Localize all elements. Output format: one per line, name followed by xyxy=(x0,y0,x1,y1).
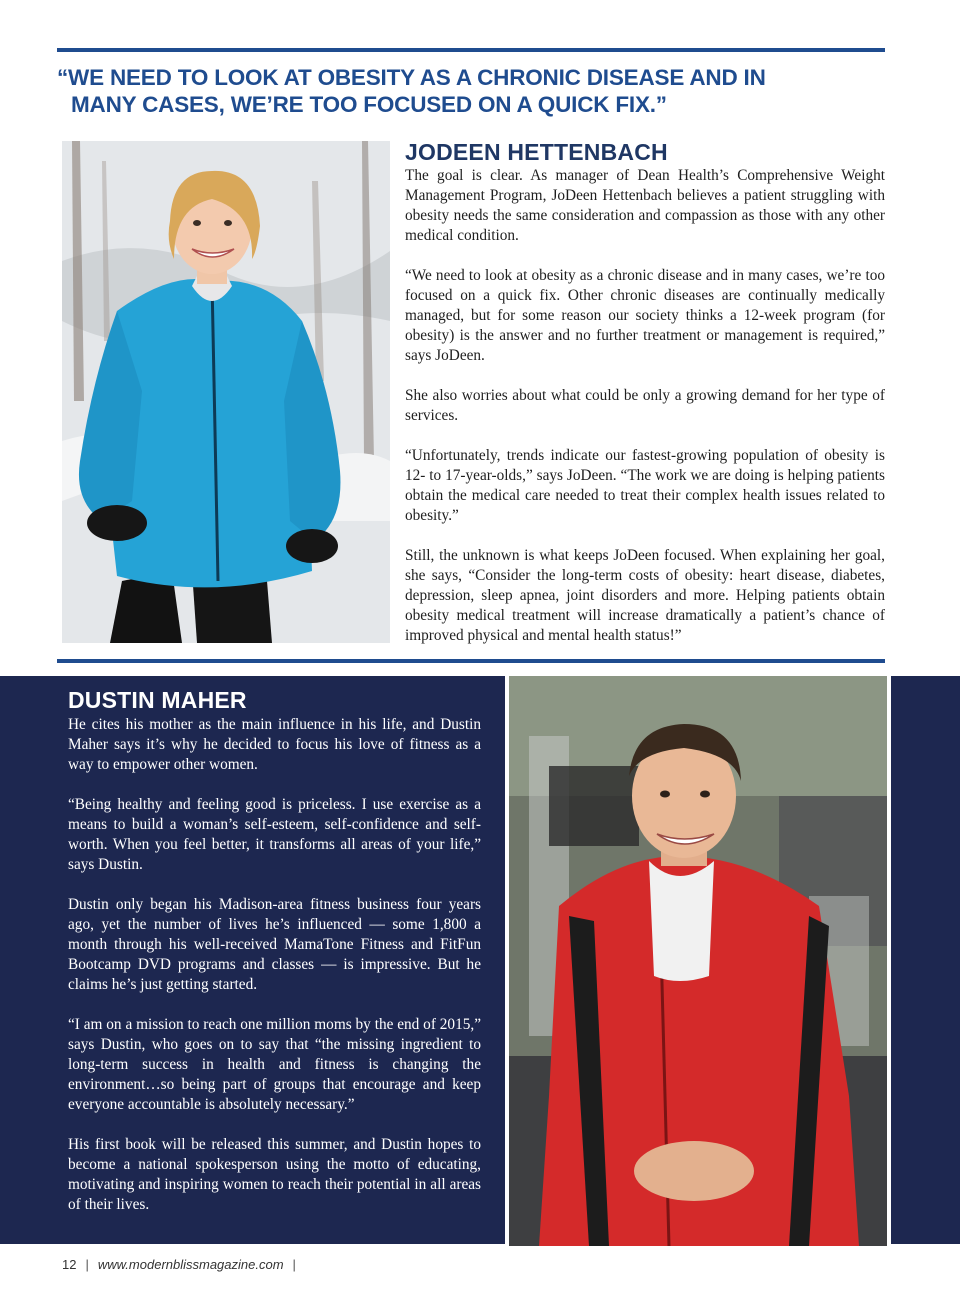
jodeen-paragraph: The goal is clear. As manager of Dean Health’s Comprehensive Weight Management Program, JoDeen Hettenbach believes a patient struggling with obesity needs the same consideration and compassion as those with any other medical condition. xyxy=(405,167,885,244)
pull-quote xyxy=(57,64,887,118)
dustin-name-heading: DUSTIN MAHER xyxy=(68,687,247,713)
dustin-maher-photo xyxy=(509,676,887,1246)
jodeen-hettenbach-photo xyxy=(62,141,390,643)
jodeen-paragraph: “We need to look at obesity as a chronic disease and in many cases, we’re too focused on a quick fix. Other chronic diseases are continually medically managed, but for some reason our society thinks a 12-week program (for obesity) is the answer and no further treatment or management is required,” says JoDeen. xyxy=(405,267,885,364)
pull-quote-line-2: MANY CASES, WE’RE TOO FOCUSED ON A QUICK FIX.” xyxy=(71,92,667,117)
jodeen-name-heading: JODEEN HETTENBACH xyxy=(405,139,668,165)
dustin-paragraph: His first book will be released this summer, and Dustin hopes to become a national spokesperson using the motto of educating, motivating and inspiring women to reach their potential in all areas of their lives. xyxy=(68,1136,481,1213)
pull-quote-line-1: “WE NEED TO LOOK AT OBESITY AS A CHRONIC DISEASE AND IN xyxy=(57,65,766,90)
magazine-url-link[interactable]: www.modernblissmagazine.com xyxy=(97,1257,284,1272)
jodeen-body-text xyxy=(405,166,885,646)
footer-separator-trailing: | xyxy=(292,1257,296,1272)
dustin-paragraph: “I am on a mission to reach one million moms by the end of 2015,” says Dustin, who goes on to say that “the missing ingredient to long-term success in health and fitness is changing the environment…so being part of groups that encourage and keep everyone accountable is absolutely necessary.” xyxy=(68,1016,481,1113)
footer-separator: | xyxy=(85,1257,89,1272)
jodeen-paragraph: “Unfortunately, trends indicate our fastest-growing population of obesity is 12- to 17-year-olds,” says JoDeen. “The work we are doing is helping patients obtain the medical care needed to treat their complex health issues related to obesity.” xyxy=(405,447,885,524)
jodeen-paragraph: Still, the unknown is what keeps JoDeen focused. When explaining her goal, she says, “Consider the long-term costs of obesity: heart disease, diabetes, depression, sleep apnea, joint disorders and more. Helping patients obtain obesity medical treatment will increase dramatically a patient’s chance of improved physical and mental health status!” xyxy=(405,547,885,644)
page-number: 12 xyxy=(62,1257,77,1272)
right-navy-strip xyxy=(891,676,960,1244)
top-divider-rule xyxy=(57,48,885,52)
dustin-paragraph: “Being healthy and feeling good is priceless. I use exercise as a means to build a woman’s self-esteem, self-confidence and self-worth. When you feel better, it transforms all areas of your life,” says Dustin. xyxy=(68,796,481,873)
middle-divider-rule xyxy=(57,659,885,663)
dustin-profile-section xyxy=(68,687,481,1235)
dustin-body-text xyxy=(68,715,481,1215)
jodeen-paragraph: She also worries about what could be only a growing demand for her type of services. xyxy=(405,387,885,424)
page-footer xyxy=(62,1257,305,1272)
dustin-paragraph: He cites his mother as the main influence in his life, and Dustin Maher says it’s why he decided to focus his love of fitness as a way to empower other women. xyxy=(68,716,481,773)
dustin-paragraph: Dustin only began his Madison-area fitness business four years ago, yet the number of lives he’s influenced — some 1,800 a month through his well-received MamaTone Fitness and FitFun Bootcamp DVD programs and classes — is impressive. But he claims he’s just getting started. xyxy=(68,896,481,993)
jodeen-profile-section xyxy=(405,139,885,666)
